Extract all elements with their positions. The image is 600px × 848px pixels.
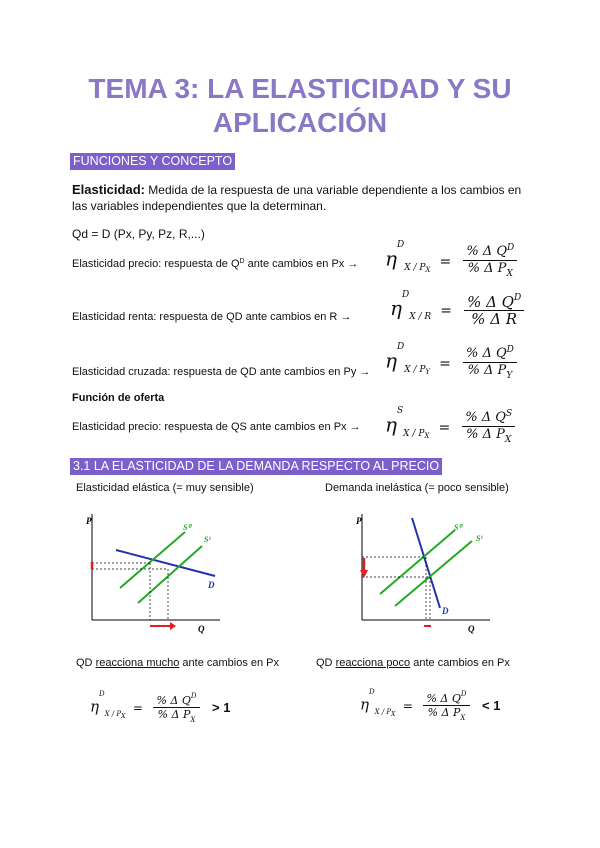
arrow-right-icon: → bbox=[340, 311, 352, 323]
fraction bbox=[153, 694, 199, 723]
fraction-numerator: % Δ Q bbox=[467, 293, 514, 311]
eta-symbol: η bbox=[385, 348, 397, 373]
eta-sub2: Y bbox=[425, 367, 431, 376]
numerator-sup: S bbox=[505, 409, 513, 419]
caption-pre: QD bbox=[316, 657, 336, 669]
page-title-line2: APLICACIÓN bbox=[212, 107, 388, 138]
eta-sub2: X bbox=[424, 431, 430, 440]
supply-curve-s1 bbox=[138, 546, 202, 603]
fraction-denominator: % Δ P bbox=[157, 708, 191, 721]
fraction bbox=[463, 244, 517, 278]
eta-symbol: η bbox=[390, 296, 402, 320]
supply-curve-s1 bbox=[395, 541, 472, 606]
eta-sup: D bbox=[401, 290, 410, 300]
denominator-sub: X bbox=[504, 435, 512, 445]
eta-sub: X / P bbox=[374, 707, 392, 716]
arrow-right-icon: → bbox=[347, 258, 359, 270]
graph-right-inelastic bbox=[350, 508, 500, 638]
label-sup: D bbox=[239, 258, 245, 265]
label-d: D bbox=[442, 606, 449, 616]
denominator-sub: X bbox=[460, 714, 466, 722]
demand-function-lhs: Qd bbox=[72, 227, 89, 241]
graph-right-title: Demanda inelástica (= poco sensible) bbox=[325, 482, 509, 494]
label-q: Q bbox=[468, 624, 475, 634]
caption-underlined: reacciona poco bbox=[335, 657, 411, 669]
fraction-numerator: % Δ Q bbox=[465, 346, 507, 361]
eta-sub2: X bbox=[391, 710, 396, 718]
fraction bbox=[464, 294, 524, 327]
fraction bbox=[423, 692, 469, 721]
formula-eta-oferta: $\eta^S_{X / PX}$ = $\frac{\% \Delta Q^S}{\% \Delta P_X}$ bbox=[385, 410, 518, 444]
denominator-sub: X bbox=[506, 269, 513, 279]
eta-sub2: X bbox=[121, 712, 126, 720]
caption-post: ante cambios en Px bbox=[410, 657, 510, 669]
numerator-sup: D bbox=[506, 345, 514, 355]
arrow-right-icon: → bbox=[349, 421, 361, 433]
eta-sup: D bbox=[99, 690, 105, 698]
caption-pre: QD bbox=[76, 657, 96, 669]
arrow-right-icon: → bbox=[359, 366, 371, 378]
section-heading-demanda-precio: 3.1 LA ELASTICIDAD DE LA DEMANDA RESPECTO AL PRECIO bbox=[70, 458, 442, 475]
caption-underlined: reacciona mucho bbox=[95, 657, 180, 669]
fraction-denominator: % Δ P bbox=[467, 363, 507, 378]
demand-curve bbox=[116, 550, 215, 576]
eta-symbol: η bbox=[385, 412, 397, 437]
formula-label-precio bbox=[72, 257, 358, 272]
label-s1: S¹ bbox=[204, 535, 211, 544]
caption-post: ante cambios en Px bbox=[179, 657, 280, 669]
fraction-denominator: % Δ P bbox=[427, 706, 461, 719]
numerator-sup: D bbox=[507, 243, 515, 253]
eta-sub: X / P bbox=[403, 428, 425, 439]
denominator-sub: Y bbox=[506, 371, 513, 381]
formula-elastic-gt1: $\eta^D_{X / PX}$ = $\frac{\% \Delta Q^D}{\% \Delta P_X}$ > 1 bbox=[90, 690, 231, 724]
page-title: TEMA 3: LA ELASTICIDAD Y SU bbox=[88, 73, 512, 104]
label-tail: ante cambios en Px bbox=[244, 258, 345, 270]
fraction-denominator: % Δ R bbox=[471, 310, 518, 328]
label-p: P bbox=[86, 516, 92, 526]
fraction bbox=[463, 346, 517, 380]
fraction-numerator: % Δ Q bbox=[426, 692, 461, 705]
eta-sup: D bbox=[369, 688, 375, 696]
label-s1: S¹ bbox=[476, 534, 483, 543]
definition-term: Elasticidad: bbox=[72, 182, 145, 197]
label-s0: S⁰ bbox=[183, 523, 191, 532]
fraction-denominator: % Δ P bbox=[466, 427, 505, 442]
formula-label-oferta bbox=[72, 420, 361, 435]
eta-sub: X / P bbox=[104, 709, 122, 718]
fraction bbox=[462, 410, 515, 444]
graph-left-title: Elasticidad elástica (= muy sensible) bbox=[76, 482, 254, 494]
demand-function-rhs: = D (Px, Py, Pz, R,...) bbox=[88, 227, 205, 241]
fraction-numerator: % Δ Q bbox=[465, 410, 506, 425]
formula-label-cruzada bbox=[72, 365, 370, 380]
denominator-sub: X bbox=[190, 716, 196, 724]
formula-eta-renta: $\eta^D_{X / R}$ = $\frac{\% \Delta Q^D}{\text{\% Δ R}}$ bbox=[390, 294, 527, 327]
section-heading-funciones: FUNCIONES Y CONCEPTO bbox=[70, 153, 235, 170]
formula-eta-precio: $\eta^D_{X / PX}$ = $\frac{\% \Delta Q^D}{\% \Delta P_X}$ bbox=[385, 244, 520, 278]
numerator-sup: D bbox=[513, 293, 522, 303]
label-d: D bbox=[208, 580, 215, 590]
fraction-denominator: % Δ P bbox=[467, 261, 507, 276]
eta-sup: D bbox=[396, 240, 405, 250]
fraction-numerator: % Δ Q bbox=[156, 694, 191, 707]
label-q: Q bbox=[198, 624, 205, 634]
comparison-lt-1: < 1 bbox=[482, 697, 501, 713]
arrow-right-icon bbox=[170, 622, 176, 630]
eta-sup: S bbox=[396, 406, 404, 416]
demand-function bbox=[72, 226, 205, 243]
comparison-gt-1: > 1 bbox=[212, 699, 231, 715]
eta-sub: X / R bbox=[409, 312, 432, 322]
eta-symbol: η bbox=[90, 697, 99, 716]
label-text: Elasticidad precio: respuesta de Q bbox=[72, 258, 240, 270]
numerator-sup: D bbox=[190, 692, 197, 700]
eta-sub2: X bbox=[425, 265, 431, 274]
formula-eta-cruzada: $\eta^D_{X / PY}$ = $\frac{\% \Delta Q^D}{\% \Delta P_Y}$ bbox=[385, 346, 520, 380]
eta-sub: X / P bbox=[404, 262, 426, 273]
numerator-sup: D bbox=[460, 690, 467, 698]
eta-sup: D bbox=[396, 342, 405, 352]
formula-label-renta bbox=[72, 310, 351, 325]
label-text: Elasticidad precio: respuesta de QS ante cambios en Px bbox=[72, 421, 347, 433]
label-text: Elasticidad renta: respuesta de QD ante cambios en R bbox=[72, 311, 338, 323]
formula-inelastic-lt1: $\eta^D_{X / PX}$ = $\frac{\% \Delta Q^D}{\% \Delta P_X}$ < 1 bbox=[360, 688, 501, 722]
fraction-numerator: % Δ Q bbox=[466, 244, 507, 259]
supply-heading: Función de oferta bbox=[72, 392, 165, 404]
eta-symbol: η bbox=[385, 246, 397, 271]
graph-left-elastic bbox=[80, 508, 230, 638]
definition-text1: Medida de la respuesta de una variable dependiente a los cambios en bbox=[144, 183, 522, 197]
supply-curve-s0 bbox=[120, 532, 185, 588]
definition-line1 bbox=[72, 181, 521, 199]
definition-line2: las variables independientes que la determinan. bbox=[72, 199, 327, 213]
graph-left-caption bbox=[76, 656, 279, 671]
label-p: P bbox=[356, 516, 362, 526]
label-text: Elasticidad cruzada: respuesta de QD ante cambios en Py bbox=[72, 366, 357, 378]
supply-curve-s0 bbox=[380, 530, 455, 594]
label-s0: S⁰ bbox=[454, 523, 462, 532]
eta-sub: X / P bbox=[404, 364, 426, 375]
graph-right-caption bbox=[316, 656, 510, 671]
eta-symbol: η bbox=[360, 695, 369, 714]
